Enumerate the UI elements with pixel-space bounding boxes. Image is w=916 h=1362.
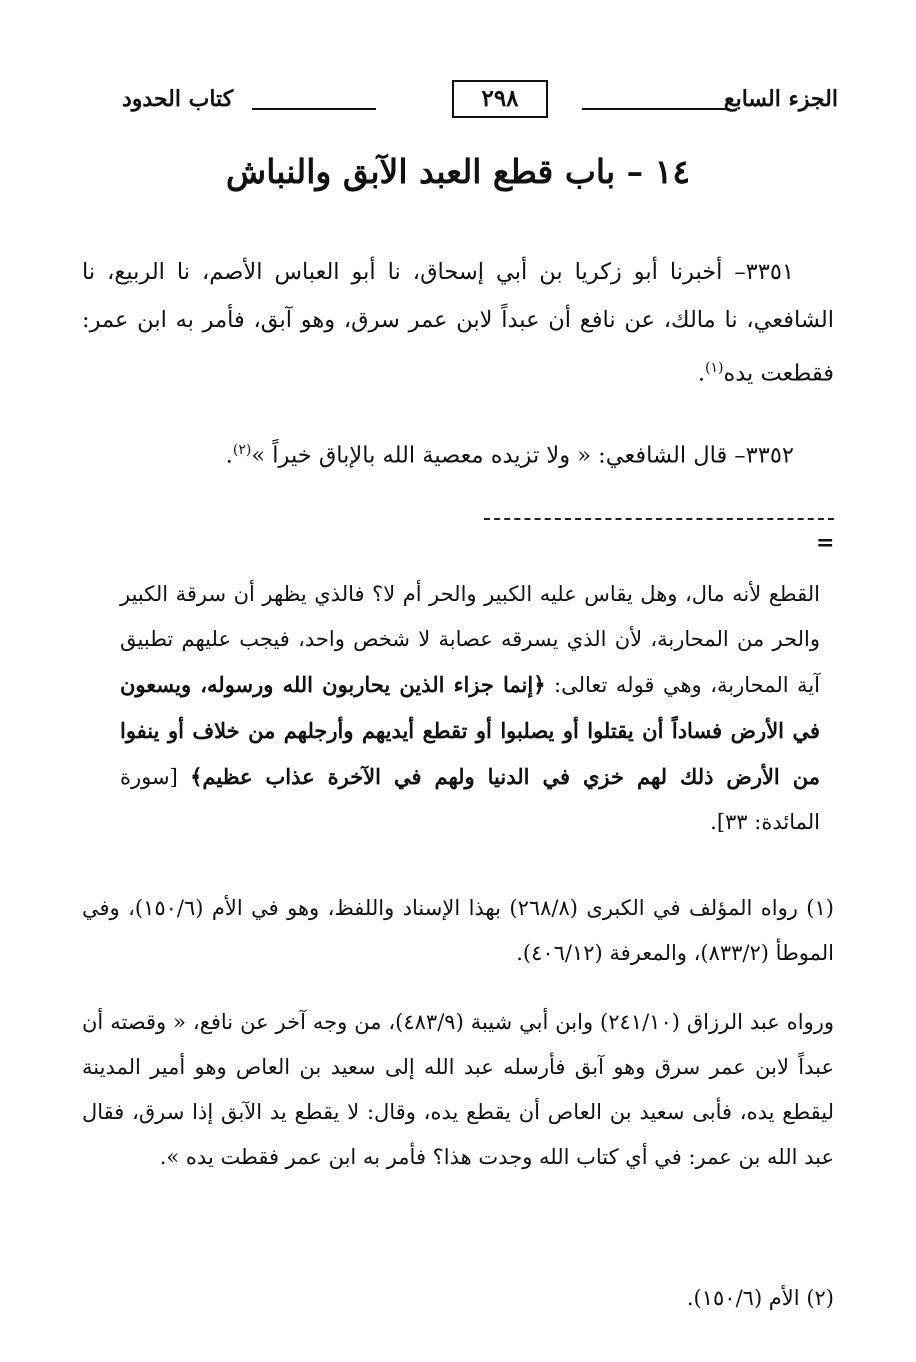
continuation-mark: = (816, 530, 835, 556)
footnote-continued (120, 572, 820, 845)
footnote-1-number: (١) (806, 896, 834, 920)
quran-verse: ﴿إنما جزاء الذين يحاربون الله ورسوله، ويسعون في الأرض فساداً أن يقتلوا أو يصلبوا أو تقطع أيديهم وأرجلهم من خلاف أو ينفوا من الأرض ذلك لهم خزي في الدنيا ولهم في الآخرة عذاب عظيم﴾ (120, 672, 820, 789)
hadith-3351-text: ٣٣٥١– أخبرنا أبو زكريا بن أبي إسحاق، نا أبو العباس الأصم، نا الربيع، نا الشافعي، نا مالك، عن نافع أن عبداً لابن عمر سرق، وهو آبق، فأمر به ابن عمر: فقطعت يده (82, 259, 834, 387)
hadith-3352-text: ٣٣٥٢– قال الشافعي: « ولا تزيده معصية الله بالإباق خيراً » (251, 442, 794, 469)
footnote-separator (484, 518, 834, 520)
hadith-3352 (82, 426, 834, 480)
footnote-ref-1: (١) (704, 360, 724, 376)
running-header (122, 82, 838, 122)
footnote-1-text: رواه المؤلف في الكبرى (٢٦٨/٨) بهذا الإسناد واللفظ، وهو في الأم (١٥٠/٦)، وفي الموطأ (٨٣٣/٢)، والمعرفة (٤٠٦/١٢). (82, 896, 834, 965)
header-book: كتاب الحدود (122, 86, 234, 112)
footnote-2-number: (٢) (806, 1286, 834, 1310)
footnote-continued-part2: [سورة المائدة: ٣٣]. (120, 765, 820, 834)
footnote-ref-2: (٢) (232, 442, 252, 458)
footnote-1-extra-paragraph: ورواه عبد الرزاق (٢٤١/١٠) وابن أبي شيبة (٤٨٣/٩)، من وجه آخر عن نافع، « وقصته أن عبداً لابن عمر سرق وهو آبق فأرسله عبد الله إلى سعيد بن العاص وهو أمير المدينة ليقطع يده، فأبى سعيد بن العاص أن يقطع يده، وقال: لا يقطع يد الآبق إذا سرق، فقال عبد الله بن عمر: في أي كتاب الله وجدت هذا؟ فأمر به ابن عمر فقطت يده ». (82, 1010, 834, 1169)
hadith-3351-end: . (697, 360, 705, 387)
page-number-box: ٢٩٨ (452, 80, 548, 118)
header-rule-left (252, 108, 376, 110)
footnote-2-text: الأم (١٥٠/٦). (686, 1286, 800, 1310)
footnote-1 (82, 886, 834, 976)
footnote-continued-part1: القطع لأنه مال، وهل يقاس عليه الكبير والحر أم لا؟ فالذي يظهر أن سرقة الكبير والحر من المحاربة، لأن الذي يسرقه عصابة لا شخص واحد، فيجب عليهم تطبيق آية المحاربة، وهي قوله تعالى: (120, 582, 820, 697)
header-rule-right (582, 108, 730, 110)
footnote-2 (82, 1276, 834, 1321)
chapter-title: ١٤ – باب قطع العبد الآبق والنباش (225, 152, 691, 191)
hadith-3351 (82, 248, 834, 398)
footnote-1-extra (82, 1000, 834, 1180)
footnote-1-paragraph (82, 886, 834, 976)
hadith-3352-end: . (225, 442, 233, 469)
hadith-3352-paragraph (82, 426, 834, 480)
footnote-continued-paragraph (120, 572, 820, 845)
hadith-3351-paragraph (82, 248, 834, 398)
footnote-2-paragraph (82, 1276, 834, 1321)
header-volume: الجزء السابع (723, 86, 838, 112)
